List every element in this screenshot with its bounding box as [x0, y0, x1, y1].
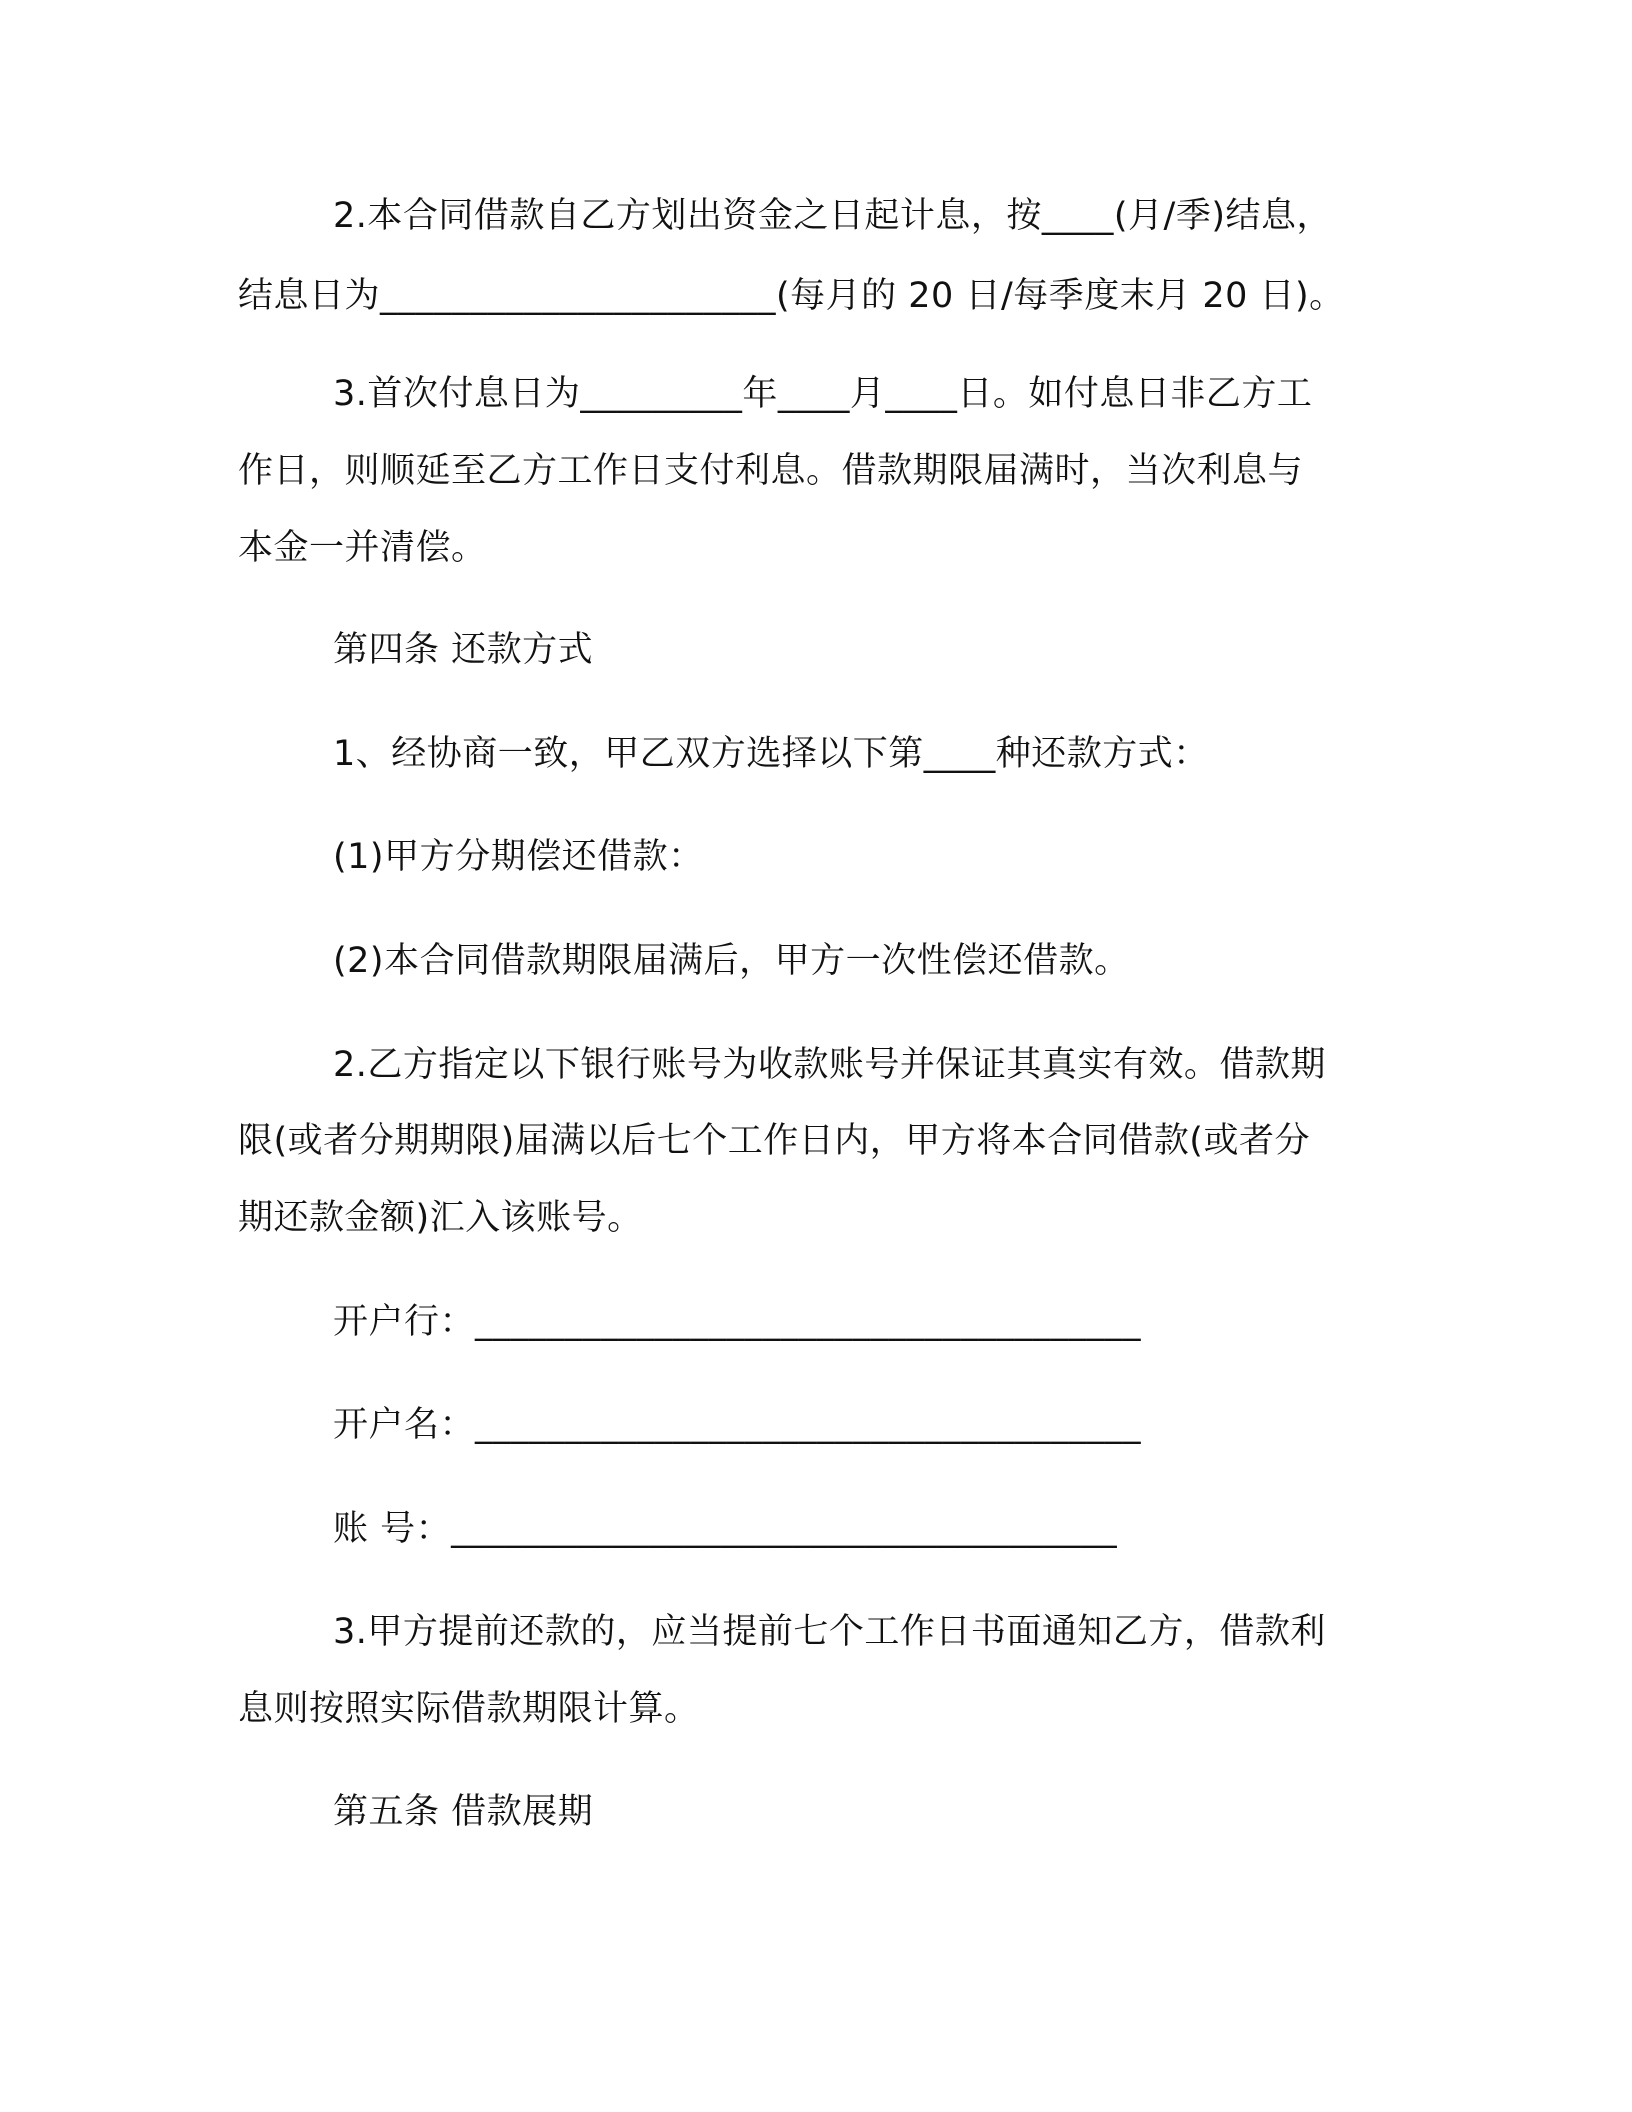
clause-3-2-line-1: 2.本合同借款自乙方划出资金之日起计息，按____(月/季)结息，	[333, 196, 1332, 236]
account-number-field: 账 号：_____________________________________	[333, 1509, 1118, 1549]
clause-4-3-line-1: 3.甲方提前还款的，应当提前七个工作日书面通知乙方，借款利	[333, 1612, 1326, 1652]
article-4-heading: 第四条 还款方式	[333, 630, 594, 670]
clause-3-3-line-3: 本金一并清偿。	[238, 528, 487, 568]
clause-4-2-line-1: 2.乙方指定以下银行账号为收款账号并保证其真实有效。借款期	[333, 1045, 1326, 1085]
clause-3-2-line-2: 结息日为______________________(每月的 20 日/每季度末月 20 日)。	[238, 276, 1345, 316]
bank-name-field: 开户行：_____________________________________	[333, 1302, 1142, 1342]
clause-4-2-line-3: 期还款金额)汇入该账号。	[238, 1198, 643, 1238]
clause-4-1: 1、经协商一致，甲乙双方选择以下第____种还款方式：	[333, 734, 1209, 774]
clause-3-3-line-2: 作日，则顺延至乙方工作日支付利息。借款期限届满时，当次利息与	[238, 451, 1304, 491]
account-name-field: 开户名：_____________________________________	[333, 1405, 1142, 1445]
clause-3-3-line-1: 3.首次付息日为_________年____月____日。如付息日非乙方工	[333, 374, 1313, 414]
clause-4-3-line-2: 息则按照实际借款期限计算。	[238, 1689, 700, 1729]
clause-4-1-option-2: (2)本合同借款期限届满后，甲方一次性偿还借款。	[333, 941, 1130, 981]
clause-4-2-line-2: 限(或者分期期限)届满以后七个工作日内，甲方将本合同借款(或者分	[238, 1121, 1310, 1161]
article-5-heading: 第五条 借款展期	[333, 1792, 594, 1832]
clause-4-1-option-1: (1)甲方分期偿还借款：	[333, 837, 704, 877]
